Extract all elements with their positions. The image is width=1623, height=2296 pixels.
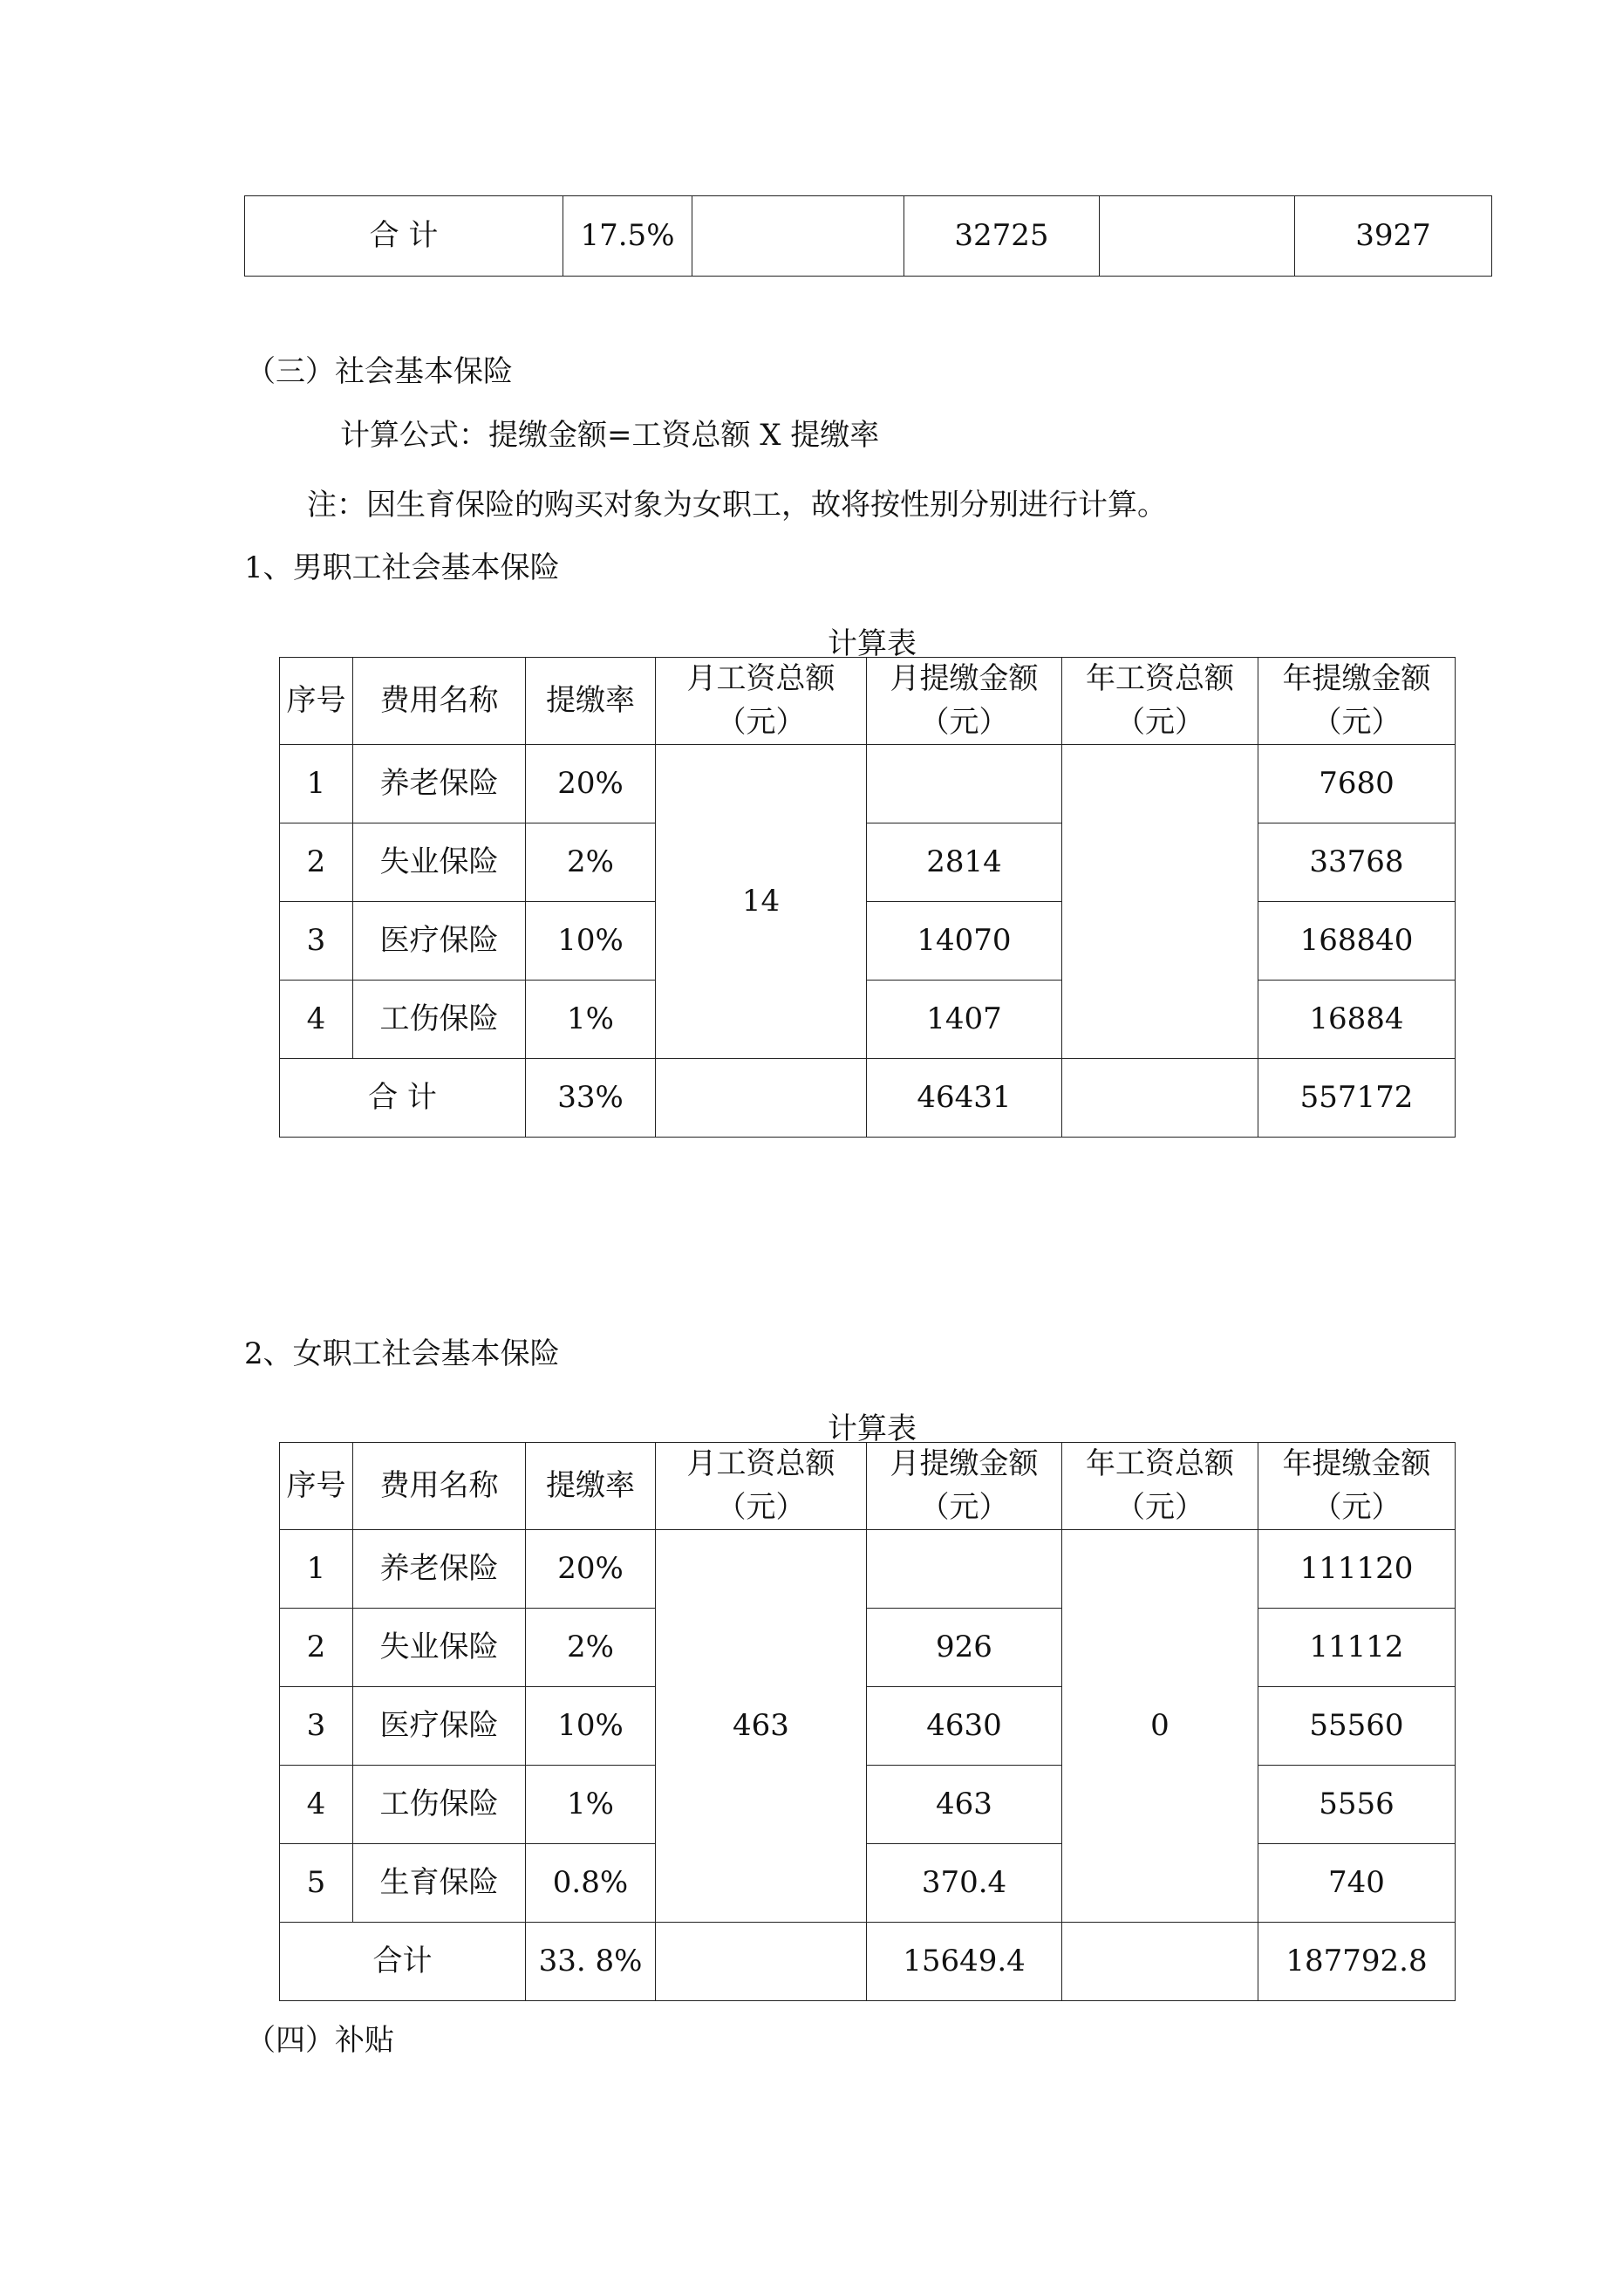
row-annual-amount: 740 [1258, 1844, 1456, 1923]
row-name: 生育保险 [353, 1844, 526, 1923]
section4-heading: （四）补贴 [246, 2023, 394, 2058]
header-annual-wage: 年工资总额（元） [1062, 1443, 1258, 1530]
row-rate: 2% [526, 1609, 656, 1687]
male-header-row [280, 658, 1456, 745]
row-name: 养老保险 [353, 745, 526, 823]
female-table-caption: 计算表 [828, 1411, 917, 1446]
header-annual-amount: 年提缴金额（元） [1258, 1443, 1456, 1530]
row-annual-amount: 16884 [1258, 981, 1456, 1059]
header-monthly-wage: 月工资总额（元） [656, 658, 867, 745]
row-monthly-amount: 14070 [867, 902, 1062, 981]
header-monthly-amount: 月提缴金额（元） [867, 1443, 1062, 1530]
total-annual-amount: 557172 [1258, 1059, 1456, 1138]
header-no: 序号 [280, 658, 353, 745]
note-text: 注：因生育保险的购买对象为女职工，故将按性别分别进行计算。 [307, 488, 1167, 523]
female-annual-wage-total: 0 [1062, 1530, 1258, 1923]
female-header-row [280, 1443, 1456, 1530]
row-monthly-amount: 4630 [867, 1687, 1062, 1766]
male-heading: 1、男职工社会基本保险 [244, 550, 560, 585]
male-table [279, 657, 1456, 1138]
row-annual-amount: 11112 [1258, 1609, 1456, 1687]
row-monthly-amount: 1407 [867, 981, 1062, 1059]
row-no: 1 [280, 1530, 353, 1609]
row-rate: 20% [526, 1530, 656, 1609]
table-row [280, 1766, 1456, 1844]
header-no: 序号 [280, 1443, 353, 1530]
section3-heading: （三）社会基本保险 [246, 354, 513, 389]
top-total-monthly: 32725 [904, 196, 1100, 277]
row-name: 医疗保险 [353, 1687, 526, 1766]
table-row [280, 981, 1456, 1059]
row-name: 医疗保险 [353, 902, 526, 981]
row-annual-amount: 33768 [1258, 823, 1456, 902]
row-no: 5 [280, 1844, 353, 1923]
row-name: 养老保险 [353, 1530, 526, 1609]
top-total-annual: 3927 [1295, 196, 1492, 277]
total-label: 合 计 [280, 1059, 526, 1138]
header-annual-amount: 年提缴金额（元） [1258, 658, 1456, 745]
table-row [280, 745, 1456, 823]
row-no: 2 [280, 1609, 353, 1687]
header-annual-wage: 年工资总额（元） [1062, 658, 1258, 745]
female-heading: 2、女职工社会基本保险 [244, 1336, 560, 1371]
row-name: 工伤保险 [353, 981, 526, 1059]
row-rate: 10% [526, 902, 656, 981]
total-monthly-wage [656, 1923, 867, 2001]
row-annual-amount: 111120 [1258, 1530, 1456, 1609]
table-row [280, 1530, 1456, 1609]
female-monthly-wage-total: 463 [656, 1530, 867, 1923]
top-total-label: 合 计 [245, 196, 563, 277]
row-monthly-amount: 926 [867, 1609, 1062, 1687]
row-rate: 0.8% [526, 1844, 656, 1923]
row-rate: 10% [526, 1687, 656, 1766]
row-no: 1 [280, 745, 353, 823]
table-row [280, 1609, 1456, 1687]
total-monthly-amount: 15649.4 [867, 1923, 1062, 2001]
total-monthly-amount: 46431 [867, 1059, 1062, 1138]
male-annual-wage-total [1062, 745, 1258, 1059]
row-rate: 20% [526, 745, 656, 823]
top-total-table [244, 195, 1492, 277]
male-total-row [280, 1059, 1456, 1138]
row-rate: 2% [526, 823, 656, 902]
row-no: 3 [280, 1687, 353, 1766]
total-label: 合计 [280, 1923, 526, 2001]
row-annual-amount: 7680 [1258, 745, 1456, 823]
row-monthly-amount [867, 1530, 1062, 1609]
total-annual-wage [1062, 1059, 1258, 1138]
female-total-row [280, 1923, 1456, 2001]
total-annual-amount: 187792.8 [1258, 1923, 1456, 2001]
header-name: 费用名称 [353, 1443, 526, 1530]
female-table [279, 1442, 1456, 2001]
row-name: 工伤保险 [353, 1766, 526, 1844]
row-annual-amount: 55560 [1258, 1687, 1456, 1766]
header-rate: 提缴率 [526, 1443, 656, 1530]
row-monthly-amount: 2814 [867, 823, 1062, 902]
top-total-rate: 17.5% [563, 196, 692, 277]
total-monthly-wage [656, 1059, 867, 1138]
row-monthly-amount: 463 [867, 1766, 1062, 1844]
row-no: 4 [280, 981, 353, 1059]
table-row [280, 902, 1456, 981]
table-row [280, 1687, 1456, 1766]
top-total-row [245, 196, 1492, 277]
header-monthly-amount: 月提缴金额（元） [867, 658, 1062, 745]
male-monthly-wage-total: 14 [656, 745, 867, 1059]
row-no: 3 [280, 902, 353, 981]
male-table-caption: 计算表 [828, 626, 917, 661]
header-name: 费用名称 [353, 658, 526, 745]
top-total-cell-5 [1100, 196, 1295, 277]
formula-text: 计算公式：提缴金额=工资总额 X 提缴率 [340, 418, 880, 453]
total-rate: 33% [526, 1059, 656, 1138]
row-monthly-amount [867, 745, 1062, 823]
row-rate: 1% [526, 1766, 656, 1844]
table-row [280, 1844, 1456, 1923]
row-name: 失业保险 [353, 823, 526, 902]
row-annual-amount: 168840 [1258, 902, 1456, 981]
table-row [280, 823, 1456, 902]
header-rate: 提缴率 [526, 658, 656, 745]
row-rate: 1% [526, 981, 656, 1059]
total-annual-wage [1062, 1923, 1258, 2001]
row-annual-amount: 5556 [1258, 1766, 1456, 1844]
header-monthly-wage: 月工资总额（元） [656, 1443, 867, 1530]
row-monthly-amount: 370.4 [867, 1844, 1062, 1923]
total-rate: 33. 8% [526, 1923, 656, 2001]
row-no: 4 [280, 1766, 353, 1844]
row-no: 2 [280, 823, 353, 902]
row-name: 失业保险 [353, 1609, 526, 1687]
top-total-cell-3 [692, 196, 904, 277]
